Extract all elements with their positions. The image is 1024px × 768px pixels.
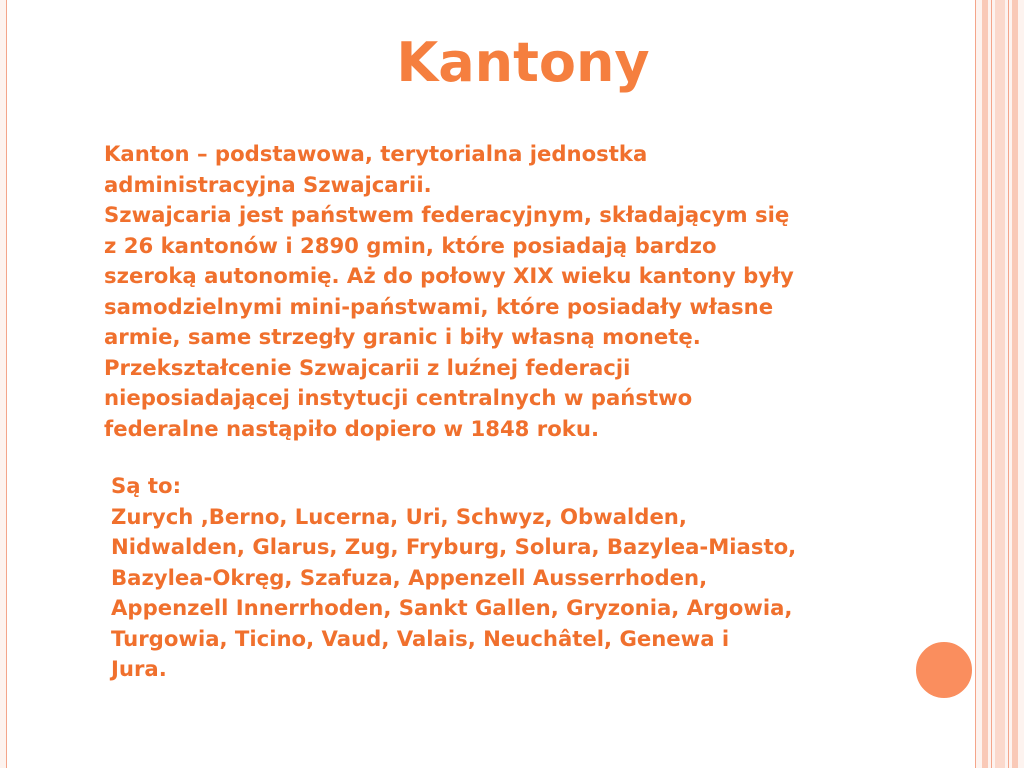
text-line: Nidwalden, Glarus, Zug, Fryburg, Solura, Bazylea-Miasto, xyxy=(111,534,797,559)
text-line: Appenzell Innerrhoden, Sankt Gallen, Gryzonia, Argowia, xyxy=(111,595,793,620)
text-line: Szwajcaria jest państwem federacyjnym, składającym się xyxy=(104,202,790,227)
text-line: samodzielnymi mini-państwami, które posiadały własne xyxy=(104,293,774,319)
text-line: nieposiadającej instytucji centralnych w państwo xyxy=(104,385,693,410)
text-line: Turgowia, Ticino, Vaud, Valais, Neuchâtel, Genewa i xyxy=(111,625,730,651)
text-line: Przekształcenie Szwajcarii z luźnej federacji xyxy=(104,354,631,380)
text-line: Bazylea-Okręg, Szafuza, Appenzell Ausserrhoden, xyxy=(111,564,708,590)
decorative-stripe xyxy=(1008,0,1009,768)
text-line: federalne nastąpiło dopiero w 1848 roku. xyxy=(104,415,600,441)
decorative-circle xyxy=(913,639,975,701)
text-line: z 26 kantonów i 2890 gmin, które posiadają bardzo xyxy=(104,232,717,258)
text-line: Kanton – podstawowa, terytorialna jednostka xyxy=(104,141,648,166)
text-line: Jura. xyxy=(111,656,167,681)
definition-paragraph xyxy=(104,139,794,444)
text-line: armie, same strzegły granic i biły własną monetę. xyxy=(104,324,701,349)
decorative-stripe xyxy=(995,0,1005,768)
text-line: Są to: xyxy=(111,473,182,498)
text-line: szeroką autonomię. Aż do połowy XIX wieku kantony były xyxy=(104,263,794,288)
slide-title: Kantony xyxy=(396,31,650,94)
decorative-stripe xyxy=(982,0,988,768)
decorative-stripe xyxy=(1012,0,1018,768)
text-line: Zurych ,Berno, Lucerna, Uri, Schwyz, Obwalden, xyxy=(111,503,687,529)
text-line: administracyjna Szwajcarii. xyxy=(104,171,432,197)
canton-list-paragraph xyxy=(111,471,796,685)
decorative-stripe xyxy=(991,0,992,768)
